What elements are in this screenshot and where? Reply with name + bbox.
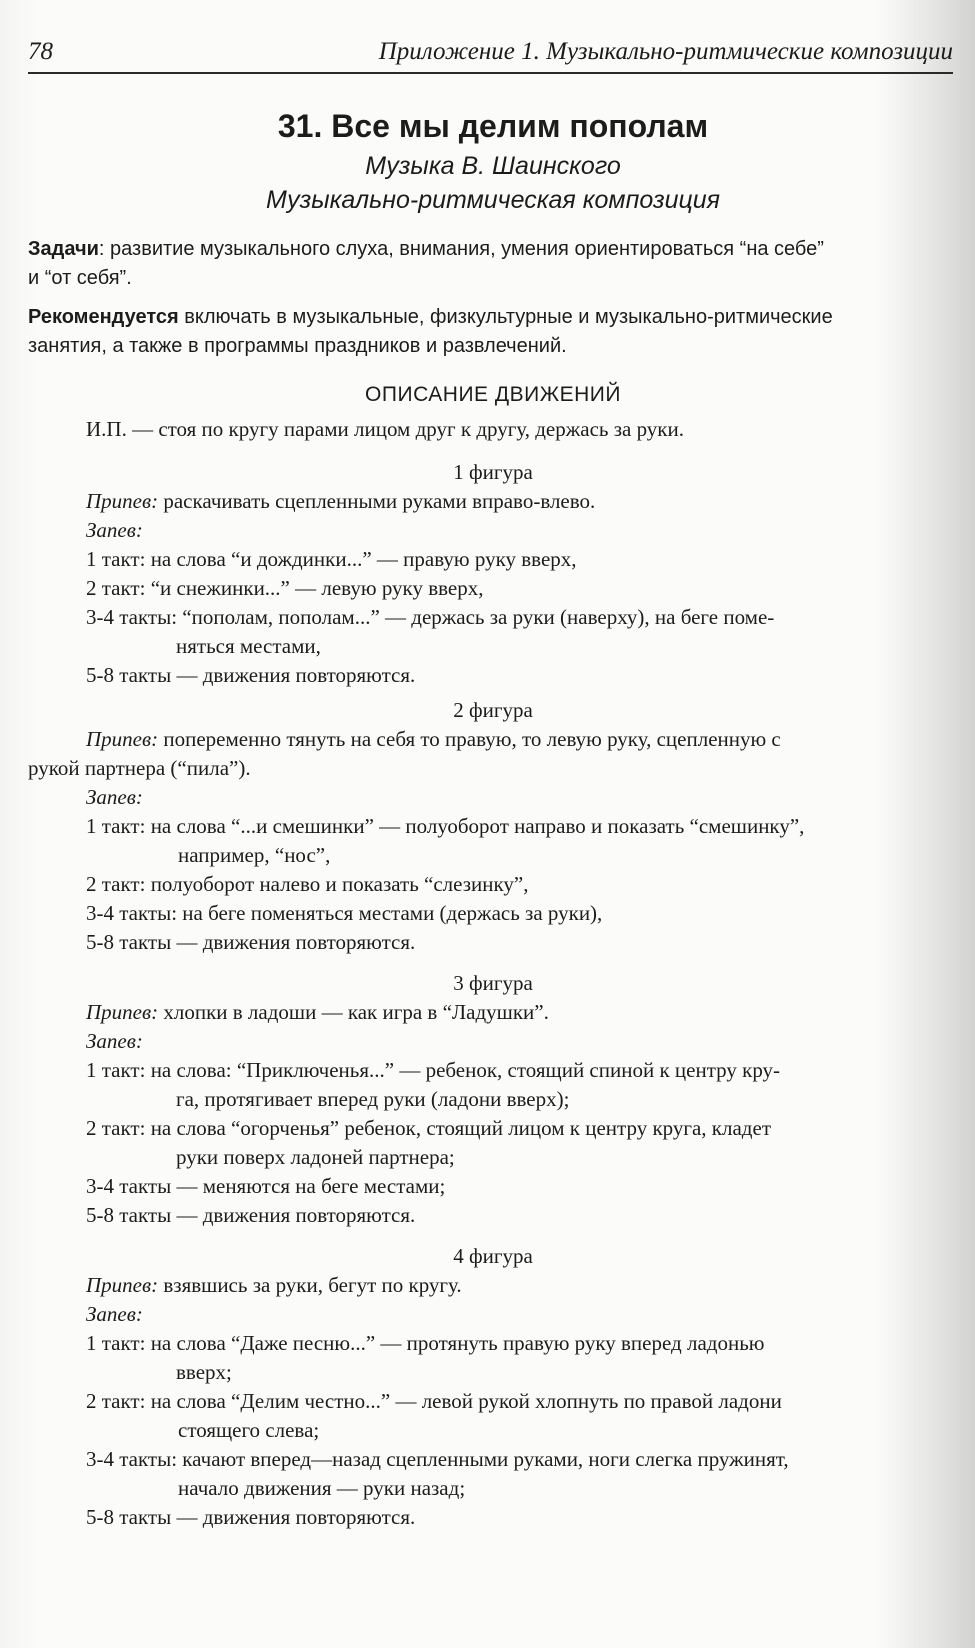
figure-2-heading: 2 фигура: [453, 698, 533, 722]
figure-4-line-2-cont: стоящего слева;: [178, 1418, 320, 1442]
figure-4-line-3-cont: начало движения — руки назад;: [178, 1476, 466, 1500]
figure-1-heading: 1 фигура: [453, 460, 533, 484]
recommend-label: Рекомендуется: [28, 306, 179, 328]
figure-1-line-2: 2 такт: “и снежинки...” — левую руку вверх,: [86, 576, 484, 600]
page-number: 78: [28, 38, 53, 65]
figure-2-line-1: 1 такт: на слова “...и смешинки” — полуоборот направо и показать “смешинку”,: [86, 814, 805, 838]
figure-2-line-2: 2 такт: полуоборот налево и показать “слезинку”,: [86, 872, 529, 896]
running-title: Приложение 1. Музыкально-ритмические композиции: [378, 38, 953, 65]
figure-1-line-4: 5-8 такты — движения повторяются.: [86, 663, 416, 687]
figure-1-verse-label: Запев:: [86, 518, 143, 542]
figure-4-line-1: 1 такт: на слова “Даже песню...” — протянуть правую руку вперед ладонью: [86, 1331, 765, 1355]
figure-3-line-2: 2 такт: на слова “огорченья” ребенок, стоящий лицом к центру круга, кладет: [86, 1116, 771, 1140]
chorus-label: Припев:: [86, 1000, 159, 1024]
figure-3-line-1-cont: га, протягивает вперед руки (ладони вверх);: [176, 1087, 570, 1111]
figure-2-line-4: 5-8 такты — движения повторяются.: [86, 930, 416, 954]
figure-4-line-3: 3-4 такты: качают вперед—назад сцепленными руками, ноги слегка пружинят,: [86, 1447, 789, 1471]
figure-3-verse-label: Запев:: [86, 1029, 143, 1053]
chorus-label: Припев:: [86, 489, 159, 513]
page-header: [28, 36, 953, 74]
figure-2-chorus: [86, 725, 958, 754]
tasks-paragraph: [28, 235, 958, 264]
figure-4-chorus: [86, 1271, 958, 1300]
figure-3-line-2-cont: руки поверх ладоней партнера;: [176, 1145, 455, 1169]
figure-1-line-1: 1 такт: на слова “и дождинки...” — правую руку вверх,: [86, 547, 577, 571]
figure-1-chorus: [86, 487, 958, 516]
start-position: И.П. — стоя по кругу парами лицом друг к другу, держась за руки.: [86, 417, 684, 441]
recommend-text: включать в музыкальные, физкультурные и музыкально-ритмические: [178, 306, 833, 328]
figure-4-line-4: 5-8 такты — движения повторяются.: [86, 1505, 416, 1529]
figure-4-verse-label: Запев:: [86, 1302, 143, 1326]
figure-3-chorus: [86, 998, 958, 1027]
figure-3-line-1: 1 такт: на слова: “Приключенья...” — ребенок, стоящий спиной к центру кру-: [86, 1058, 781, 1082]
recommend-paragraph-cont: занятия, а также в программы праздников и развлечений.: [28, 335, 567, 357]
figure-2-chorus-cont: рукой партнера (“пила”).: [28, 756, 251, 780]
composer-line: Музыка В. Шаинского: [365, 152, 621, 180]
figure-1-line-3-cont: няться местами,: [176, 634, 321, 658]
figure-4-line-2: 2 такт: на слова “Делим честно...” — левой рукой хлопнуть по правой ладони: [86, 1389, 782, 1413]
chorus-text: хлопки в ладоши — как игра в “Ладушки”.: [158, 1000, 549, 1024]
figure-3-heading: 3 фигура: [453, 971, 533, 995]
recommend-paragraph: [28, 303, 958, 332]
section-heading: ОПИСАНИЕ ДВИЖЕНИЙ: [365, 383, 621, 406]
chorus-text: попеременно тянуть на себя то правую, то левую руку, сцепленную с: [158, 727, 781, 751]
figure-2-verse-label: Запев:: [86, 785, 143, 809]
chorus-text: взявшись за руки, бегут по кругу.: [158, 1273, 462, 1297]
tasks-paragraph-cont: и “от себя”.: [28, 267, 132, 289]
figure-1-line-3: 3-4 такты: “пополам, пополам...” — держась за руки (наверху), на беге поме-: [86, 605, 775, 629]
chorus-text: раскачивать сцепленными руками вправо-влево.: [158, 489, 596, 513]
figure-3-line-4: 5-8 такты — движения повторяются.: [86, 1203, 416, 1227]
figure-2-line-1-cont: например, “нос”,: [178, 843, 331, 867]
figure-2-line-3: 3-4 такты: на беге поменяться местами (держась за руки),: [86, 901, 603, 925]
tasks-label: Задачи: [28, 238, 99, 260]
composition-title: 31. Все мы делим пополам: [277, 108, 709, 144]
figure-3-line-3: 3-4 такты — меняются на беге местами;: [86, 1174, 446, 1198]
chorus-label: Припев:: [86, 1273, 159, 1297]
genre-line: Музыкально-ритмическая композиция: [265, 186, 721, 214]
figure-4-heading: 4 фигура: [453, 1244, 533, 1268]
figure-4-line-1-cont: вверх;: [176, 1360, 232, 1384]
tasks-text: : развитие музыкального слуха, внимания, умения ориентироваться “на себе”: [98, 238, 824, 260]
page-content: [28, 108, 958, 1532]
chorus-label: Припев:: [86, 727, 159, 751]
